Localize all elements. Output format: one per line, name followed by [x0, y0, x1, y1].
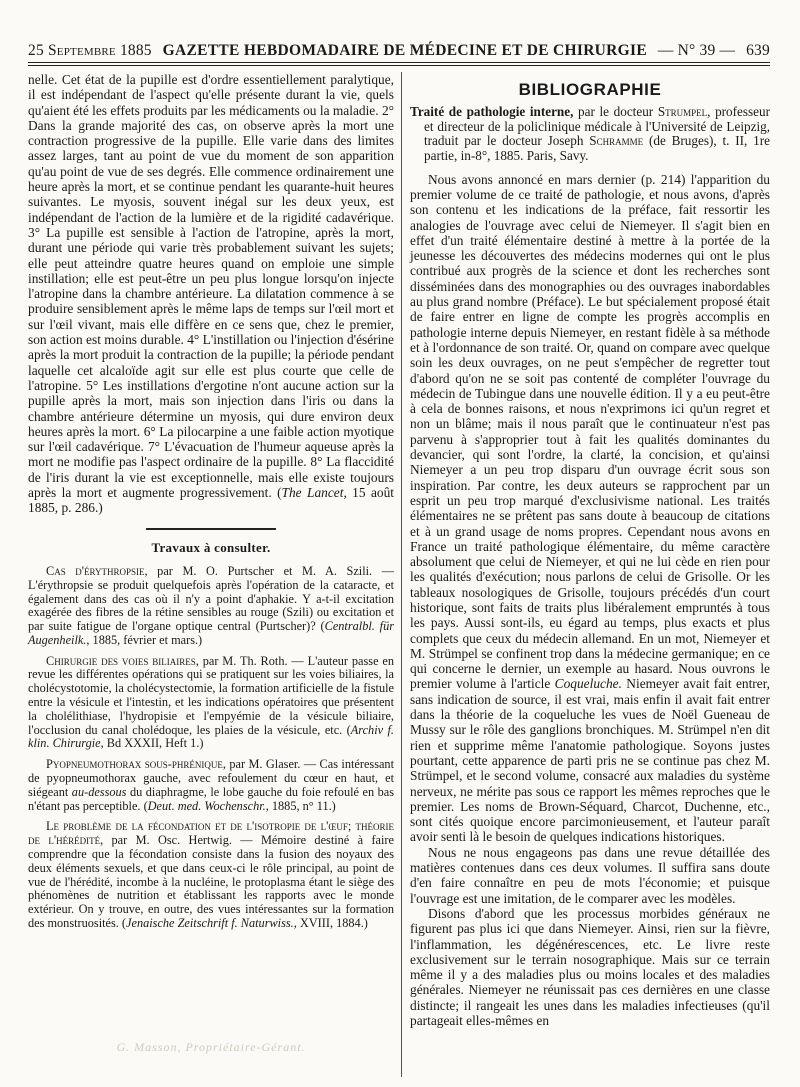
issue-date: 25 Septembre 1885: [28, 42, 152, 59]
bibliography-entry: Traité de pathologie interne, par le docteur Strumpel, professeur et directeur de la policlinique médicale à l'Université de Leipzig, traduit par le docteur Joseph Schramme (de Bruges), t. II, 1re partie, in-8°, 1885. Paris, Savy.: [410, 104, 770, 164]
page-number: 639: [746, 42, 770, 59]
review-paragraph: Nous ne nous engageons pas dans une revue détaillée des matières contenues dans ces deux volumes. Il suffira sans doute d'en faire connaître en peu de mots l'économie; et puisque l'ouvrage est une imitation, de le comparer avec les modèles.: [410, 844, 770, 906]
review-paragraph: Nous avons annoncé en mars dernier (p. 214) l'apparition du premier volume de ce traité de pathologie, et nous avons, d'après son contenu et les indications de la préface, fait ressortir les analogies de l'ouvrage avec celui de Niemeyer. Il s'agit bien en effet d'un traité élémentaire destiné à mettre à la portée de la jeunesse les découvertes des médecins modernes qui ont le plus contribué aux progrès de la science et dont les recherches sont disséminées dans des monographies ou des ouvrages inabordables au plus grand nombre (Préface). Le but spécialement proposé était de faire entrer en ligne de compte les progrès accomplis en pathologie interne depuis Niemeyer, en restant fidèle à sa méthode et à l'ordonnance de son traité. Or, quand on compare avec quelque soin les deux ouvrages, on ne peut s'empêcher de regretter tout d'abord qu'on ne se soit pas contenté de compléter l'ouvrage du médecin de Tubingue dans une nouvelle édition. Il y a eu peut-être à cela de bonnes raisons, et nous n'exprimons ici qu'un regret et non un blâme; mais il nous paraît que le continuateur n'est pas parvenu à s'approprier tout à fait les qualités dominantes du devancier, qui sont l'ordre, la clarté, la concision, et qu'ainsi Niemeyer a un peu trop disparu d'un ouvrage écrit sous son inspiration. Par contre, les deux auteurs se rapprochent par un esprit un peu trop marqué d'exclusivisme national. Les traités élémentaires ne se prêtent pas sans doute à beaucoup de citations et à un grand usage de noms propres. Cependant nous avons en France un traité pathologique élémentaire, du même caractère absolument que celui de Niemeyer, et qui ne lui cède en rien pour les qualités d'exécution; nous parlons de celui de Grisolle. Or les tableaux nosologiques de Grisolle, toujours précédés d'un court historique, sont faits de traits plus libéralement empruntés à tous les pays. Aussi sont-ils, eu égard au temps, plus exacts et plus complets que ceux du médecin allemand. En un mot, Niemeyer et M. Strümpel se confinent trop dans la médecine germanique; en ce qui concerne le dernier, un exemple au hasard. Nous ouvrons le premier volume à l'article Coqueluche. Niemeyer avait fait entrer, sans indication de source, il est vrai, mais enfin il avait fait entrer dans la théorie de la coqueluche les vues de Noël Gueneau de Mussy sur le rôle des ganglions bronchiques. M. Strümpel n'en dit rien et supprime même l'anatomie pathologique. Soyons justes pourtant, cette apparence de parti pris ne se continue pas chez M. Strümpel, et le second volume, consacré aux maladies du système nerveux, ne mérite pas sous ce rapport les mêmes reproches que le premier. Les noms de Brown-Séquard, Charcot, Duchenne, etc., sont cités quoique encore parcimonieusement, et l'auteur paraît avoir senti là le besoin de quelques indications historiques.: [410, 171, 770, 845]
reference-item: Le problème de la fécondation et de l'isotropie de l'œuf; théorie de l'hérédité, par M. Osc. Hertwig. — Mémoire destiné à faire comprendre que la fécondation consiste dans la fusion des noyaux des deux éléments sexuels, et que dans ceux-ci le rôle principal, au point de vue de l'hérédité, incombe à la nucléine, le protoplasma étant le siège des phénomènes de nutrition et établissant les rapports avec le monde extérieur. On y trouve, en outre, des vues intéressantes sur la formation des monstruosités. (Jenaische Zeitschrift f. Naturwiss., XVIII, 1884.): [28, 819, 394, 931]
review-paragraph: Disons d'abord que les processus morbides généraux ne figurent pas plus ici que dans Niemeyer. Ainsi, rien sur la fièvre, l'inflammation, les dégénérescences, etc. Le livre reste exclusivement sur le terrain nosographique. Mais sur ce terrain même il y a des maladies plus ou moins locales et des maladies générales. Niemeyer ne réunissait pas ces dernières en une classe distincte; il rangeait les unes dans les maladies infectieuses (qu'il partageait elles-mêmes en: [410, 905, 770, 1028]
bibliography-title: BIBLIOGRAPHIE: [518, 80, 662, 99]
bleed-through-footer: G. Masson, Propriétaire-Gérant.: [116, 1040, 306, 1054]
section-title: Travaux à consulter.: [151, 539, 271, 555]
reference-item: Chirurgie des voies biliaires, par M. Th. Roth. — L'auteur passe en revue les différentes opérations qui se pratiquent sur les voies biliaires, la cholécystotomie, la cholécystectomie, la formation artificielle de la fistule entre la vésicule et l'intestin, et les indications opératoires que présentent la cholélithiase, l'hydropisie et l'empyémie de la vésicule biliaire, l'occlusion du canal cholédoque, les plaies de la vésicule, etc. (Archiv f. klin. Chirurgie, Bd XXXII, Heft 1.): [28, 653, 394, 751]
section-separator: [146, 528, 276, 530]
article-continuation: nelle. Cet état de la pupille est d'ordre essentiellement paralytique, il est indépendant de l'aspect qu'elle présente durant la vie, quels qu'aient été les effets produits par les médicaments ou la maladie. 2° Dans la grande majorité des cas, on observe après la mort une contraction progressive de la pupille. Elle varie dans des limites assez larges, tant au point de vue du moment de son apparition qu'au point de vue de ses degrés. Elle commence ordinairement une heure après la mort, et se continue pendant les quarante-huit heures suivantes. Le myosis, souvent inégal sur les deux yeux, est indépendant de l'action de la lumière et de la rigidité cadavérique. 3° La pupille est sensible à l'action de l'atropine, après la mort, durant une période qui varie très probablement suivant les sujets; elle peut atteindre quatre heures quand on emploie une simple instillation; elle est peut-être un peu plus longue lorsqu'on injecte l'atropine dans la chambre antérieure. La dilatation commence à se produire sensiblement après le même laps de temps sur l'œil mort et sur l'œil vivant, mais elle diffère en ce sens que, chez le premier, son action est moins durable. 4° L'instillation ou l'injection d'ésérine après la mort produit la contraction de la pupille; la période pendant laquelle cet alcaloïde agit sur elle est plus courte que celle de l'atropine. 5° Les instillations d'ergotine n'ont aucune action sur la pupille après la mort, mais son injection dans l'iris ou dans la chambre antérieure détermine un myosis, qui dure environ deux heures après la mort. 6° La pilocarpine a une faible action myotique sur l'œil cadavérique. 7° L'évacuation de l'humeur aqueuse après la mort ne modifie pas l'aspect ordinaire de la pupille. 8° La flaccidité de l'iris durant la vie est exceptionnelle, mais elle existe toujours après la mort et augmente progressivement. (The Lancet, 15 août 1885, p. 286.): [28, 72, 395, 516]
left-column: [28, 72, 394, 938]
right-column: [410, 72, 770, 1028]
journal-title: GAZETTE HEBDOMADAIRE DE MÉDECINE ET DE CHIRURGIE: [162, 42, 647, 59]
header-rule: [28, 62, 770, 66]
reference-item: Pyopneumothorax sous-phrénique, par M. Glaser. — Cas intéressant de pyopneumothorax gauche, avec refoulement du cœur en haut, et siégeant au-dessous du diaphragme, le lobe gauche du foie refoulé en bas n'étant pas perceptible. (Deut. med. Wochenschr., 1885, n° 11.): [28, 757, 395, 813]
issue-number: — N° 39 —: [657, 42, 736, 59]
running-head: [28, 42, 770, 62]
reference-item: Cas d'érythropsie, par M. O. Purtscher et M. A. Szili. — L'érythropsie se produit quelquefois après l'opération de la cataracte, et également dans des cas où il n'y a point d'aphakie. Y a-t-il excitation exagérée des fibres de la rétine sensibles au rouge (Szili) ou excitation et par suite fatigue de l'organe optique central (Purtscher)? (Centralbl. für Augenheilk., 1885, février et mars.): [28, 563, 395, 647]
column-divider: [401, 72, 402, 1077]
